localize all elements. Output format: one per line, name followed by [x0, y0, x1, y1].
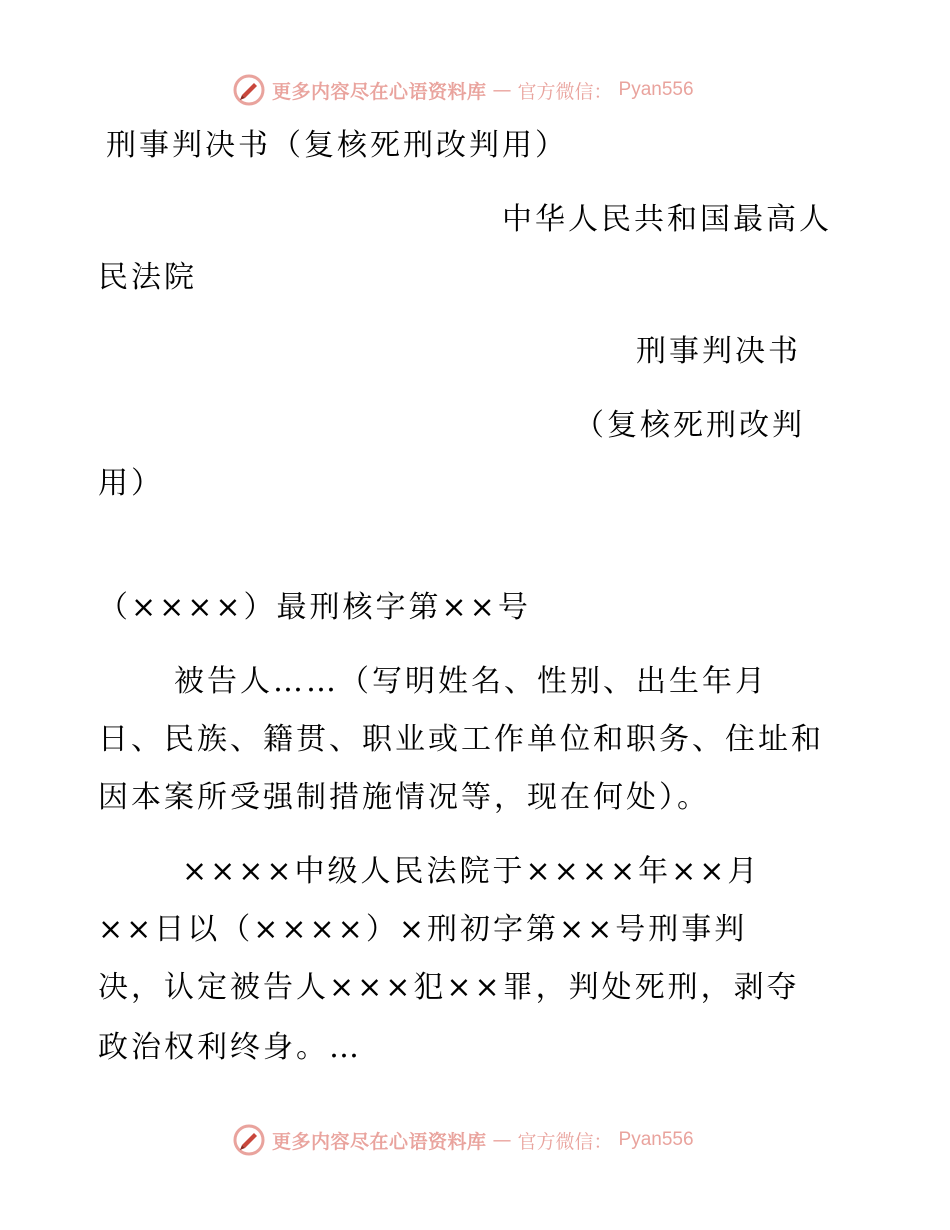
wechat-id: Pyan556 [618, 79, 694, 100]
paragraph-2-line-3: 决，认定被告人×××犯××罪，判处死刑，剥夺 [98, 970, 800, 1005]
banner-dash: — [492, 79, 512, 101]
logo-icon [232, 73, 266, 107]
banner-dash: — [492, 1129, 512, 1151]
wechat-id: Pyan556 [618, 1129, 694, 1150]
banner-text: 更多内容尽在心语资料库 [272, 80, 487, 103]
paragraph-2-line-4: 政治权利终身。… [98, 1030, 362, 1065]
header-banner [232, 72, 694, 108]
court-name-line2: 民法院 [98, 260, 197, 295]
case-number: （××××）最刑核字第××号 [98, 590, 531, 625]
document-title: 刑事判决书 [636, 334, 801, 369]
wechat-label: 官方微信： [517, 1130, 613, 1153]
paragraph-1-line-2: 日、民族、籍贯、职业或工作单位和职务、住址和 [98, 722, 824, 757]
footer-banner [232, 1122, 694, 1158]
paragraph-1-line-1: 被告人……（写明姓名、性别、出生年月 [174, 664, 768, 699]
paragraph-2-line-1: ××××中级人民法院于××××年××月 [182, 854, 761, 889]
paragraph-1-line-3: 因本案所受强制措施情况等，现在何处）。 [98, 780, 710, 815]
paragraph-2-line-2: ××日以（××××）×刑初字第××号刑事判 [98, 912, 748, 947]
banner-text: 更多内容尽在心语资料库 [272, 1130, 487, 1153]
document-subtitle-line2: 用） [98, 466, 164, 501]
document-heading: 刑事判决书（复核死刑改判用） [106, 128, 568, 163]
court-name-line1: 中华人民共和国最高人 [502, 202, 832, 237]
wechat-label: 官方微信： [517, 80, 613, 103]
document-subtitle-line1: （复核死刑改判 [574, 408, 805, 443]
logo-icon [232, 1123, 266, 1157]
